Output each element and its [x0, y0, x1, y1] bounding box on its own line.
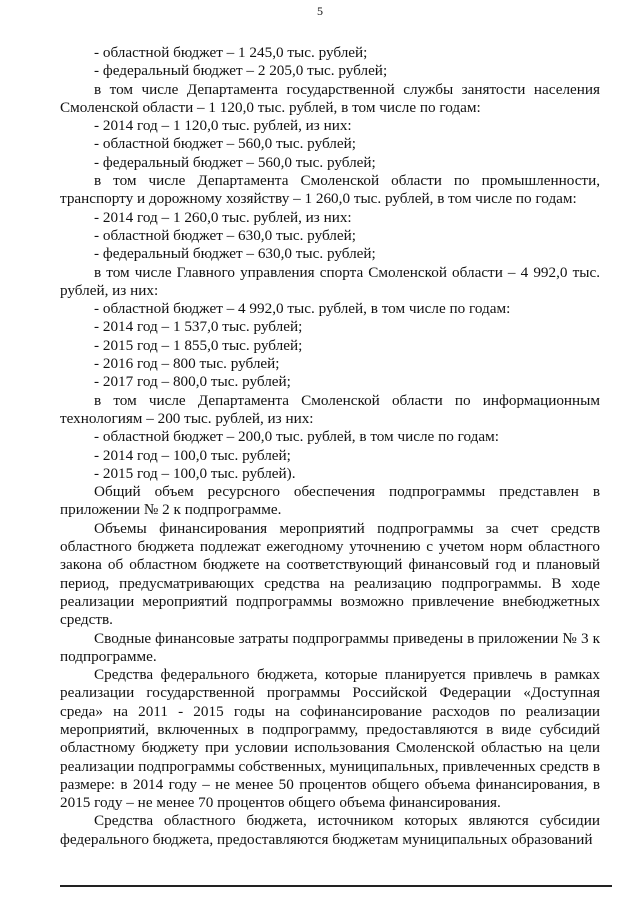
- list-item: - 2014 год – 1 260,0 тыс. рублей, из них:: [94, 208, 352, 226]
- paragraph: в том числе Департамента Смоленской области по информационным технологиям – 200 тыс. рублей, из них:: [60, 391, 600, 427]
- list-item: - областной бюджет – 560,0 тыс. рублей;: [94, 135, 356, 153]
- paragraph: Сводные финансовые затраты подпрограммы приведены в приложении № 3 к подпрограмме.: [60, 629, 600, 665]
- list-item: - 2015 год – 1 855,0 тыс. рублей;: [94, 336, 303, 354]
- page-number: 5: [317, 4, 323, 18]
- paragraph: в том числе Департамента государственной службы занятости населения Смоленской области – 1 120,0 тыс. рублей, в том числе по годам:: [60, 80, 600, 116]
- list-item: - 2017 год – 800,0 тыс. рублей;: [94, 373, 291, 391]
- list-item: - областной бюджет – 200,0 тыс. рублей, в том числе по годам:: [94, 428, 499, 446]
- list-item: - федеральный бюджет – 630,0 тыс. рублей;: [94, 245, 376, 263]
- paragraph: Общий объем ресурсного обеспечения подпрограммы представлен в приложении № 2 к подпрограмме.: [60, 483, 600, 519]
- list-item: - 2016 год – 800 тыс. рублей;: [94, 355, 280, 373]
- paragraph: в том числе Департамента Смоленской области по промышленности, транспорту и дорожному хозяйству – 1 260,0 тыс. рублей, в том числе по годам:: [60, 172, 600, 208]
- list-item: - 2014 год – 1 537,0 тыс. рублей;: [94, 318, 303, 336]
- list-item: - федеральный бюджет – 2 205,0 тыс. рублей;: [94, 62, 388, 80]
- list-item: - областной бюджет – 630,0 тыс. рублей;: [94, 226, 356, 244]
- list-item: - 2014 год – 1 120,0 тыс. рублей, из них:: [94, 117, 352, 135]
- document-body: [60, 44, 600, 849]
- footer-rule: [60, 885, 612, 887]
- list-item: - 2014 год – 100,0 тыс. рублей;: [94, 446, 291, 464]
- list-item: - областной бюджет – 4 992,0 тыс. рублей, в том числе по годам:: [94, 300, 511, 318]
- list-item: - областной бюджет – 1 245,0 тыс. рублей;: [94, 44, 368, 61]
- paragraph: в том числе Главного управления спорта Смоленской области – 4 992,0 тыс. рублей, из них:: [60, 263, 600, 299]
- list-item: - 2015 год – 100,0 тыс. рублей).: [94, 464, 296, 482]
- list-item: - федеральный бюджет – 560,0 тыс. рублей;: [94, 153, 376, 171]
- paragraph: Средства федерального бюджета, которые планируется привлечь в рамках реализации государственной программы Российской Федерации «Доступная среда» на 2011 - 2015 годы на софинансирование расходов по реализации мероприятий, включенных в подпрограмму, предоставляются в виде субсидий областному бюджету при условии использования Смоленской областью на цели реализации подпрограммы собственных, муниципальных, привлеченных средств в размере: в 2014 году – не менее 50 процентов общего объема финансирования, в 2015 году – не менее 70 процентов общего объема финансирования.: [60, 666, 600, 812]
- paragraph: Средства областного бюджета, источником которых являются субсидии федерального бюджета, предоставляются бюджетам муниципальных образований: [60, 812, 600, 848]
- paragraph: Объемы финансирования мероприятий подпрограммы за счет средств областного бюджета подлежат ежегодному уточнению с учетом норм областного закона об областном бюджете на соответствующий финансовый год и плановый период, предусматривающих средства на реализацию подпрограммы. В ходе реализации мероприятий подпрограммы возможно привлечение внебюджетных средств.: [60, 519, 600, 629]
